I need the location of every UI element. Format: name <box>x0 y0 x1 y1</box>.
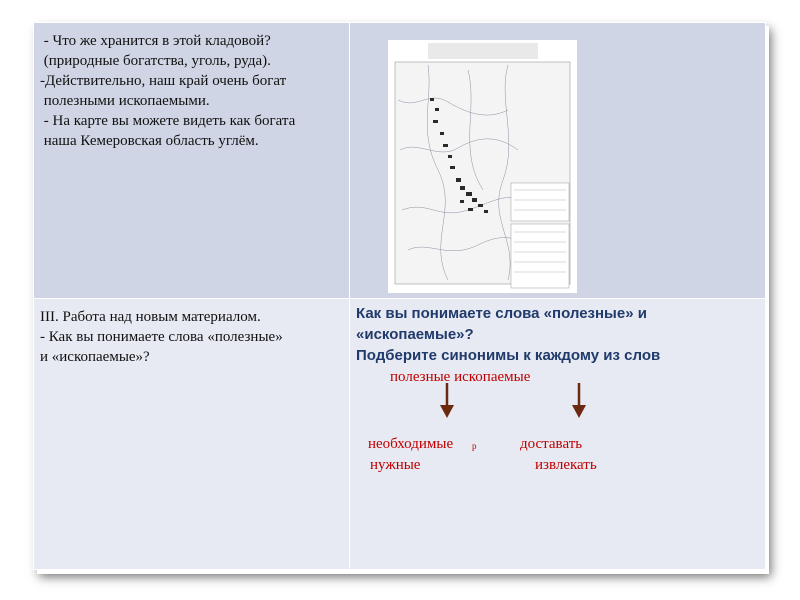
coal-map-image <box>388 40 577 293</box>
text-line: полезными ископаемыми. <box>40 93 210 109</box>
text-cursor-mark: р <box>472 441 477 451</box>
cell-bottom-left <box>34 299 350 570</box>
arrow-down-icon <box>572 383 586 419</box>
cell-top-right <box>350 23 766 299</box>
question-line: Подберите синонимы к каждому из слов <box>356 347 661 364</box>
lesson-table <box>33 22 766 570</box>
arrow-down-icon <box>440 383 454 419</box>
text-line: наша Кемеровская область углём. <box>40 133 259 149</box>
synonym-neobkhodimye: необходимые <box>368 436 454 452</box>
text-line: (природные богатства, уголь, руда). <box>40 53 271 69</box>
cell-top-left <box>34 23 350 299</box>
text-line: - На карте вы можете видеть как богата <box>40 113 296 129</box>
text-line: - Как вы понимаете слова «полезные» <box>40 329 283 345</box>
question-line: Как вы понимаете слова «полезные» и <box>356 305 647 322</box>
question-line: «ископаемые»? <box>356 326 474 343</box>
cell-bottom-right <box>350 299 766 570</box>
synonym-izvlekat: извлекать <box>535 457 597 473</box>
synonym-nuzhnye: нужные <box>370 457 421 473</box>
text-line: и «ископаемые»? <box>40 349 150 365</box>
text-line: -Действительно, наш край очень богат <box>40 73 287 89</box>
text-line: III. Работа над новым материалом. <box>40 309 261 325</box>
synonym-dostavat: доставать <box>520 436 583 452</box>
phrase-poleznye-iskopaemye: полезные ископаемые <box>390 369 531 385</box>
text-line: - Что же хранится в этой кладовой? <box>40 33 271 49</box>
